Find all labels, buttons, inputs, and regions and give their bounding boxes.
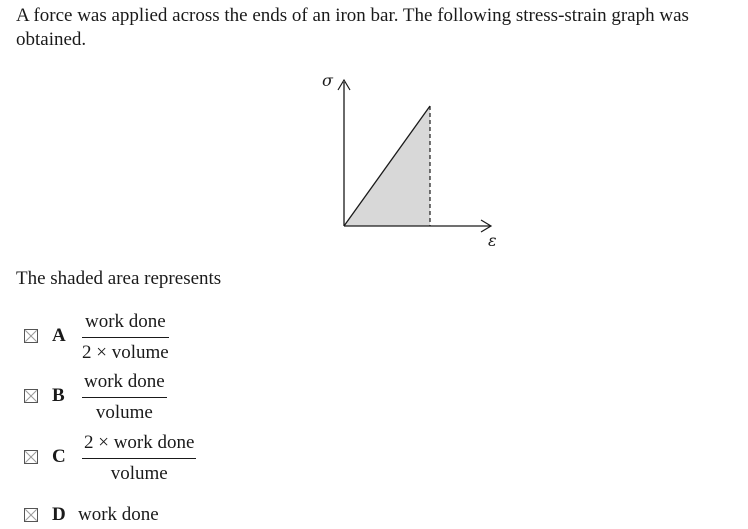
option-d-checkbox[interactable] <box>24 508 38 522</box>
option-c-checkbox[interactable] <box>24 450 38 464</box>
option-a-denominator: 2 × volume <box>82 342 169 363</box>
option-b-letter: B <box>52 385 65 406</box>
option-c-numerator: 2 × work done <box>82 431 196 459</box>
option-b-checkbox[interactable] <box>24 389 38 403</box>
option-a-fraction <box>82 310 169 365</box>
stress-strain-graph <box>310 66 510 251</box>
option-d-text: work done <box>78 504 159 525</box>
option-a-numerator: work done <box>82 310 169 338</box>
option-c[interactable] <box>24 431 424 491</box>
option-c-fraction <box>82 431 196 486</box>
option-b[interactable] <box>24 370 424 430</box>
option-d[interactable] <box>24 503 424 529</box>
option-a-letter: A <box>52 325 66 346</box>
y-axis-label: σ <box>322 71 333 90</box>
option-b-denominator: volume <box>95 402 153 423</box>
option-b-numerator: work done <box>82 370 167 398</box>
option-d-letter: D <box>52 504 66 525</box>
prompt-text: The shaded area represents <box>16 268 222 289</box>
option-a-checkbox[interactable] <box>24 329 38 343</box>
option-b-fraction <box>82 370 167 425</box>
question-text: A force was applied across the ends of an iron bar. The following stress-strain graph was obtained. <box>16 5 689 50</box>
x-axis-label: ε <box>488 231 497 250</box>
option-a[interactable] <box>24 310 424 370</box>
option-c-denominator: volume <box>110 463 168 484</box>
option-c-letter: C <box>52 446 66 467</box>
